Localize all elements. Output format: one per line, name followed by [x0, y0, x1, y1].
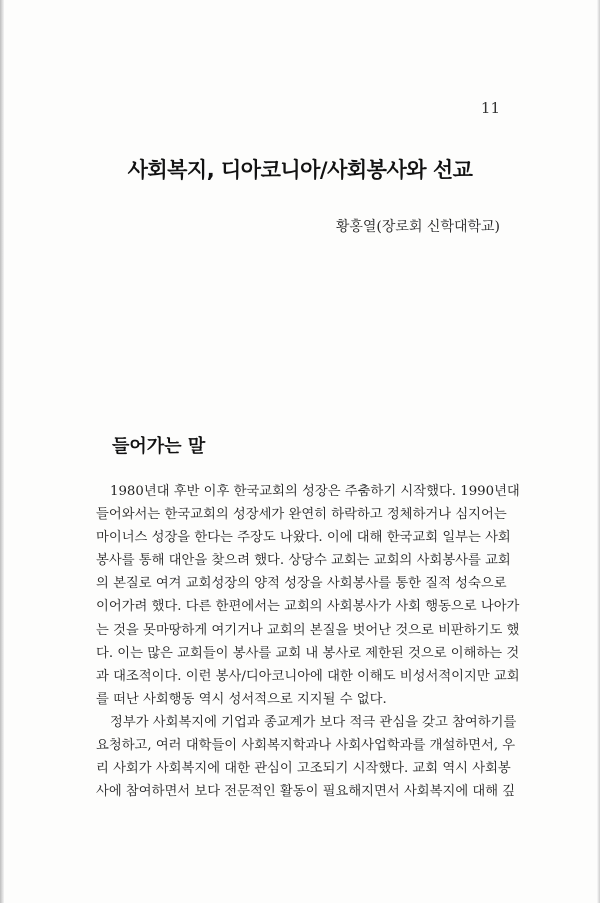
author-line: 황홍열(장로회 신학대학교): [335, 219, 500, 235]
text-line: 의 본질로 여겨 교회성장의 양적 성장을 사회봉사를 통한 질적 성숙으로: [96, 576, 507, 592]
text-line: 이어가려 했다. 다른 한편에서는 교회의 사회봉사가 사회 행동으로 나아가: [96, 599, 520, 615]
text-line: 1980년대 후반 이후 한국교회의 성장은 주춤하기 시작했다. 1990년대: [110, 484, 520, 499]
page-edge-left: [0, 0, 4, 903]
text-line: 과 대조적이다. 이런 봉사/디아코니아에 대한 이해도 비성서적이지만 교회: [96, 668, 520, 684]
text-line: 요청하고, 여러 대학들이 사회복지학과나 사회사업학과를 개설하면서, 우: [96, 738, 516, 754]
text-line: 마이너스 성장을 한다는 주장도 나왔다. 이에 대해 한국교회 일부는 사회: [96, 530, 511, 546]
article-title: 사회복지, 디아코니아/사회봉사와 선교: [127, 158, 473, 182]
page-number: 11: [480, 99, 500, 117]
body-text: [96, 480, 520, 803]
text-line: 리 사회가 사회복지에 대한 관심이 고조되기 시작했다. 교회 역시 사회봉: [96, 761, 511, 777]
text-line: 다. 이는 많은 교회들이 봉사를 교회 내 봉사로 제한된 것으로 이해하는 것: [96, 645, 520, 661]
text-line: 정부가 사회복지에 기업과 종교계가 보다 적극 관심을 갖고 참여하기를: [110, 714, 517, 730]
text-line: 는 것을 못마땅하게 여기거나 교회의 본질을 벗어난 것으로 비판하기도 했: [96, 622, 520, 638]
section-heading: 들어가는 말: [112, 436, 206, 457]
text-line: 들어와서는 한국교회의 성장세가 완연히 하락하고 정체하거나 심지어는: [96, 507, 507, 523]
text-line: 사에 참여하면서 보다 전문적인 활동이 필요해지면서 사회복지에 대해 깊: [96, 784, 516, 800]
text-line: 를 떠난 사회행동 역시 성서적으로 지지될 수 없다.: [96, 691, 387, 707]
text-line: 봉사를 통해 대안을 찾으려 했다. 상당수 교회는 교회의 사회봉사를 교회: [96, 553, 511, 569]
